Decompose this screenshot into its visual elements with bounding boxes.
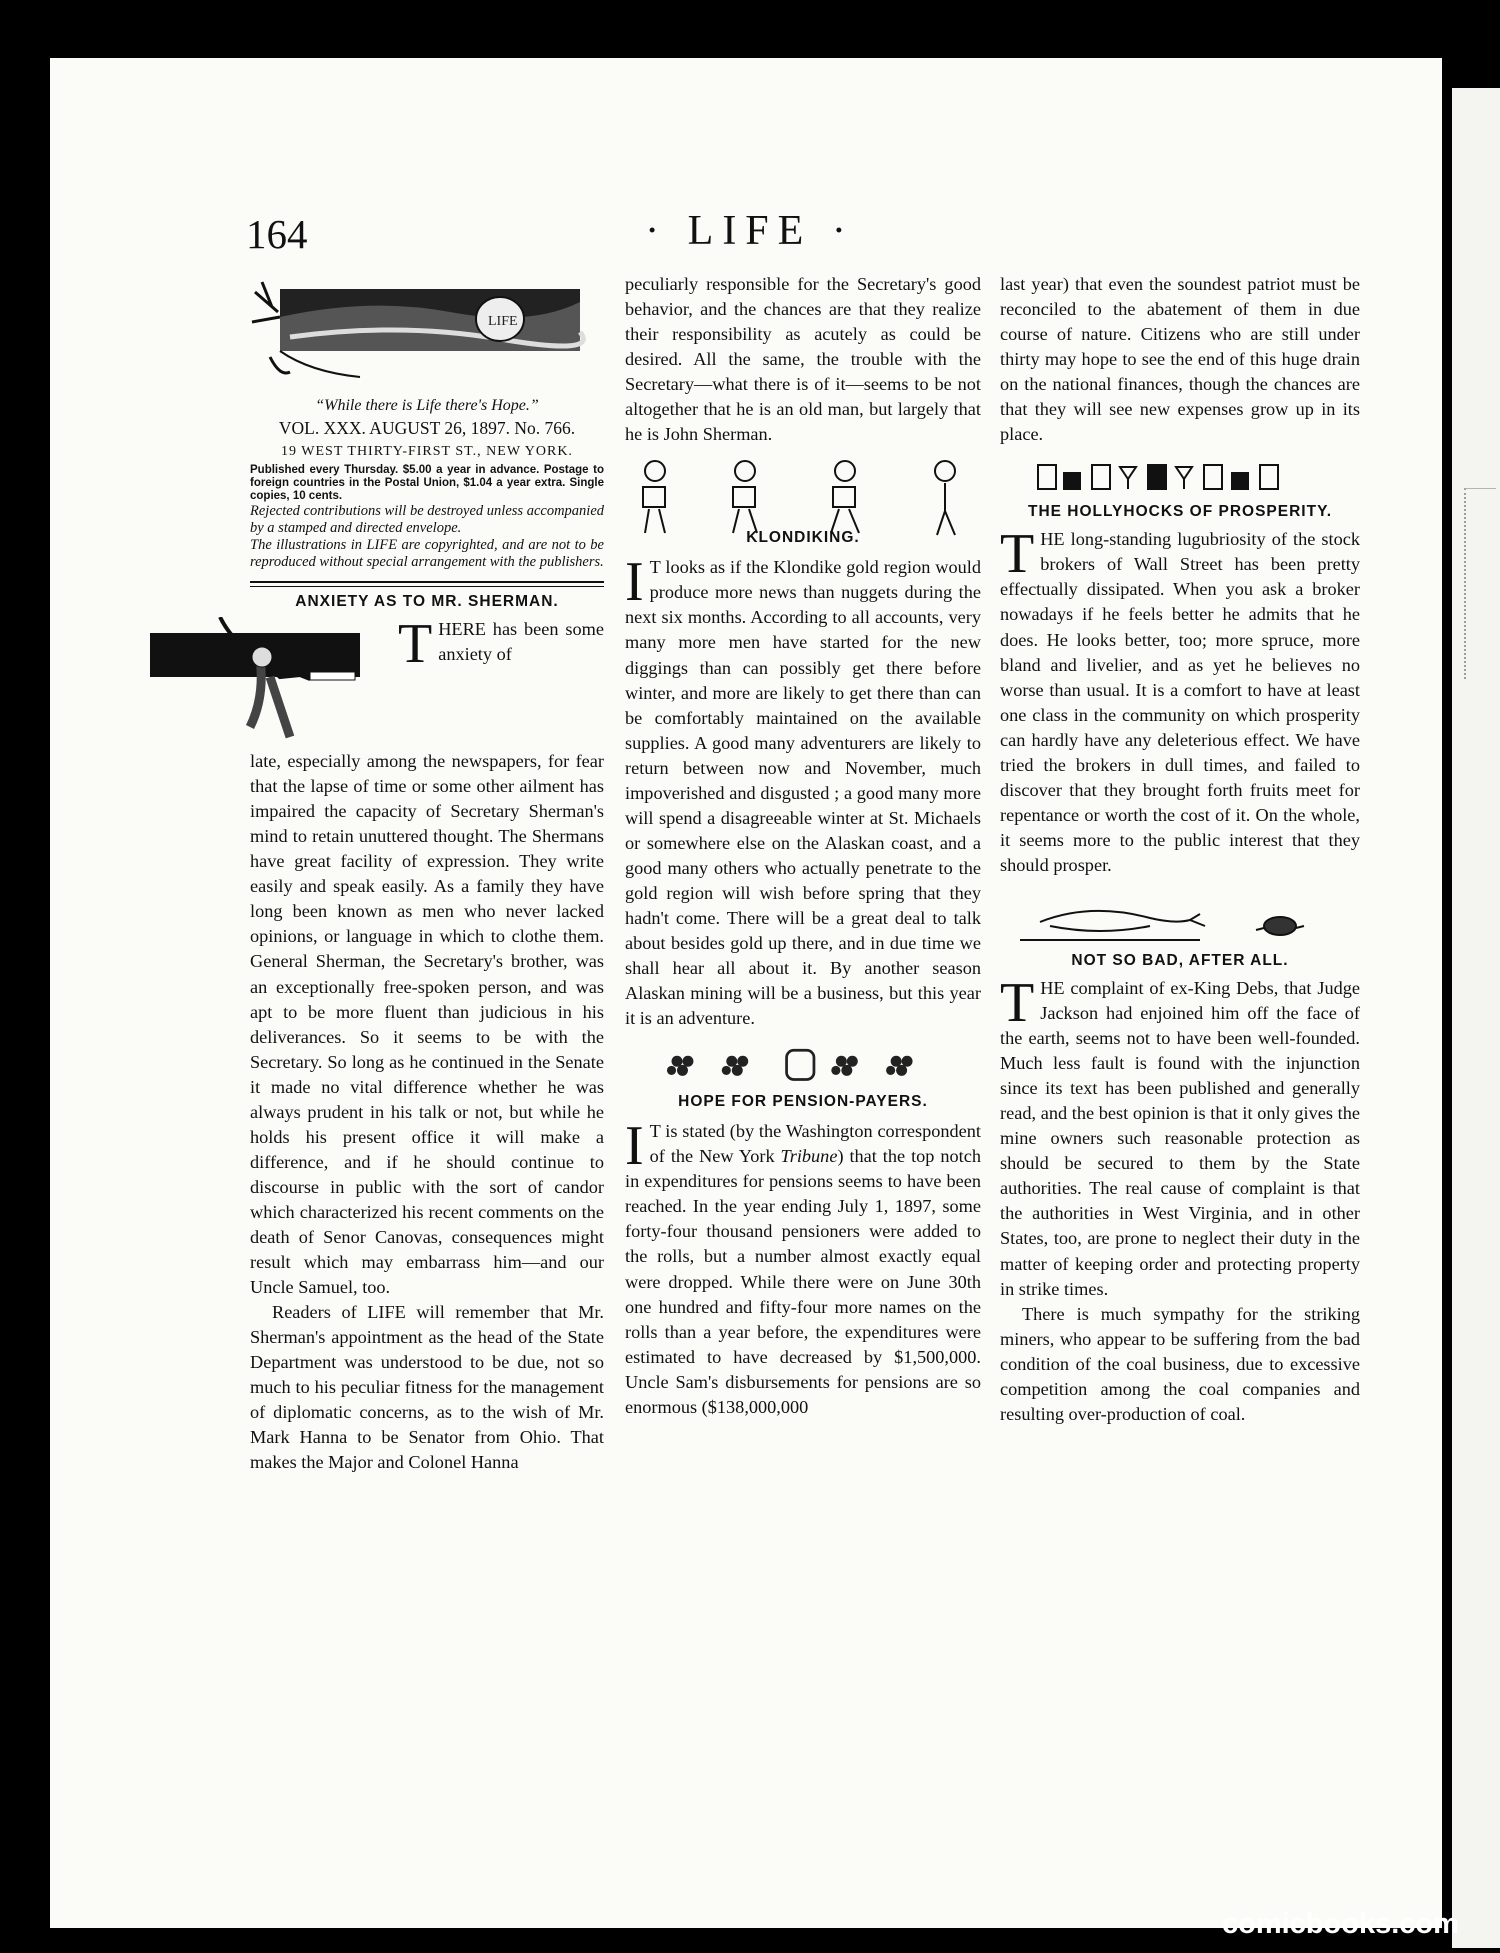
klondike-text: T looks as if the Klondike gold region would produce more news than nuggets during the next six months. According to all accounts, very many more men have started for the new diggings than can possibly get there before winter, and more are likely to get there than can be comfortably maintained on the available supplies. A good many adventurers are likely to return between now and November, much impoverished and disgusted ; a good many more will spend a disagreeable winter at St. Michaels or somewhere else on the Alaskan coast, and a good many others who actually penetrate to the gold region will wish before spring that they hadn't come. There will be a great deal to talk about besides gold up there, and in due time we shall hear all about it. By another season Alaskan mining will be a business, but this year it is an adventure. [625, 557, 981, 1029]
dropcap-klondike: I [625, 551, 644, 614]
hollyhocks-paragraph [1000, 523, 1360, 878]
sherman-opening [250, 613, 604, 749]
page-number: 164 [246, 211, 308, 257]
masthead-title: · LIFE · [645, 208, 855, 254]
article-heading-not-so-bad: NOT SO BAD, AFTER ALL. [1071, 951, 1289, 969]
debs-text: HE complaint of ex-King Debs, that Judge Jackson had enjoined him off the face of the earth, seems not to have been well-founded. Much less fault is found with the injunction since its text has been published and generally read, and the best opinion is that it only gives the mine owners such reasonable protection as should be secured to them by the State authorities. The real cause of complaint is that the authorities in West Virginia, and in other States, too, are prone to neglect their duty in the matter of keeping order and protecting property in strike times. [1000, 977, 1360, 1299]
publishing-terms: Published every Thursday. $5.00 a year in advance. Postage to foreign countries in the Postal Union, $1.04 a year extra. Single copies, 10 cents. [250, 464, 604, 503]
office-address: 19 WEST THIRTY-FIRST ST., NEW YORK. [281, 444, 573, 460]
cards-and-glasses-ornament [1000, 461, 1360, 495]
clown-illustration [150, 617, 360, 749]
sherman-paragraph-start: HERE has been some anxiety of [438, 619, 604, 665]
article-heading-klondiking: KLONDIKING. [746, 529, 860, 547]
debs-paragraph [1000, 971, 1360, 1302]
sherman-continuation: peculiarly responsible for the Secretary's good behavior, and the chances are that they realize their responsibility as acutely as could be desired. All the same, the trouble with the Secretary—what there is of it—seems to be not altogether that he is an old man, but largely that he is John Sherman. [625, 274, 981, 445]
article-heading-hollyhocks: THE HOLLYHOCKS OF PROSPERITY. [1027, 503, 1333, 521]
life-banner-illustration [250, 277, 604, 387]
dropcap-sherman: T [398, 613, 433, 676]
pension-paragraph [625, 1115, 981, 1420]
svg-text:LIFE: LIFE [488, 314, 518, 329]
klondike-paragraph [625, 551, 981, 1031]
sherman-opening-text [398, 613, 604, 676]
masthead-motto: “While there is Life there's Hope.” [315, 397, 539, 414]
site-watermark: comicbooks.com [1222, 1908, 1459, 1940]
section-divider [250, 581, 604, 587]
copyright-note: The illustrations in LIFE are copyrighted, and are not to be reproduced without special arrangement with the publishers. [250, 537, 604, 571]
article-heading-sherman: ANXIETY AS TO MR. SHERMAN. [295, 593, 559, 611]
adjacent-page-sketch [1464, 488, 1496, 679]
volume-line: VOL. XXX. AUGUST 26, 1897. No. 766. [278, 418, 576, 439]
adjacent-page-edge [1452, 88, 1500, 1948]
pension-text-a: T is stated (by the Washington correspondent of the New York [649, 1121, 981, 1167]
dropcap-debs: T [1000, 971, 1035, 1034]
grapes-ornament [625, 1043, 981, 1085]
miners-paragraph: There is much sympathy for the striking miners, who appear to be suffering from the bad condition of the coal business, due to excessive competition among the coal companies and resulting over-production of coal. [1000, 1303, 1360, 1424]
pension-text-b: ) that the top notch in expenditures for pensions seems to have been reached. In the year ending July 1, 1897, some forty-four thousand pensioners were added to the rolls, but a number almost exactly equal were dropped. While there were on June 30th one hundred and fifty-four more names on the rolls than a year before, the expenditures were estimated to have decreased by $1,500,000. Uncle Sam's disbursements for pensions are so enormous ($138,000,000 [625, 1146, 981, 1417]
pension-text-italic: Tribune [780, 1146, 838, 1167]
hare-and-tortoise-illustration [1000, 892, 1360, 950]
hollyhocks-text: HE long-standing lugubriosity of the stock brokers of Wall Street has been pretty effectually dissipated. When you ask a broker nowadays if he feels better he admits that he does. He looks better, too; more spruce, more bland and livelier, and as yet he believes no worse than usual. It is a comfort to have at least one class in the community on which prosperity can hardly have any deleterious effect. We have tried the brokers in dull times, and failed to discover that they brought forth fruits meet for repentance or worth the cost of it. On the whole, it seems more to the public interest that they should prosper. [1000, 529, 1360, 875]
sherman-paragraph-1: late, especially among the newspapers, for fear that the lapse of time or some other ailment has impaired the capacity of Secretary Sherman's mind to retain unuttered thought. The Shermans have great facility of expression. They write easily and speak easily. As a family they have long been known as men who never lacked opinions, or language in which to clothe them. General Sherman, the Secretary's brother, was an exceptionally free-spoken person, and was apt to be more fluent than judicious in his deliverances. So it seems to be with the Secretary. So long as he continued in the Senate it made no vital difference whether he was always prudent in his talk or not, but while he holds his present office it will make a difference, and if he should continue to discourse in public with the sort of candor which characterized his recent comments on the death of Senor Canovas, consequences might result which may embarrass him—and our Uncle Samuel, too. [250, 751, 604, 1298]
column-2 [625, 272, 981, 1420]
dropcap-pension: I [625, 1115, 644, 1178]
rejected-contributions-note: Rejected contributions will be destroyed unless accompanied by a stamped and directed envelope. [250, 503, 604, 537]
pension-continuation: last year) that even the soundest patriot must be reconciled to the abatement of them in due course of nature. Citizens who are still under thirty may hope to see the end of this huge drain on the national finances, though the chances are that they will see new expenses grow up in its place. [1000, 274, 1360, 445]
column-1 [250, 277, 604, 1475]
article-heading-pension: HOPE FOR PENSION-PAYERS. [678, 1093, 928, 1111]
dropcap-hollyhocks: T [1000, 523, 1035, 586]
sherman-paragraph-2: Readers of LIFE will remember that Mr. Sherman's appointment as the head of the State Department was understood to be due, not so much to his peculiar fitness for the management of diplomatic concerns, as to the wish of Mr. Mark Hanna to be Senator from Ohio. That makes the Major and Colonel Hanna [250, 1302, 604, 1473]
column-3 [1000, 272, 1360, 1427]
